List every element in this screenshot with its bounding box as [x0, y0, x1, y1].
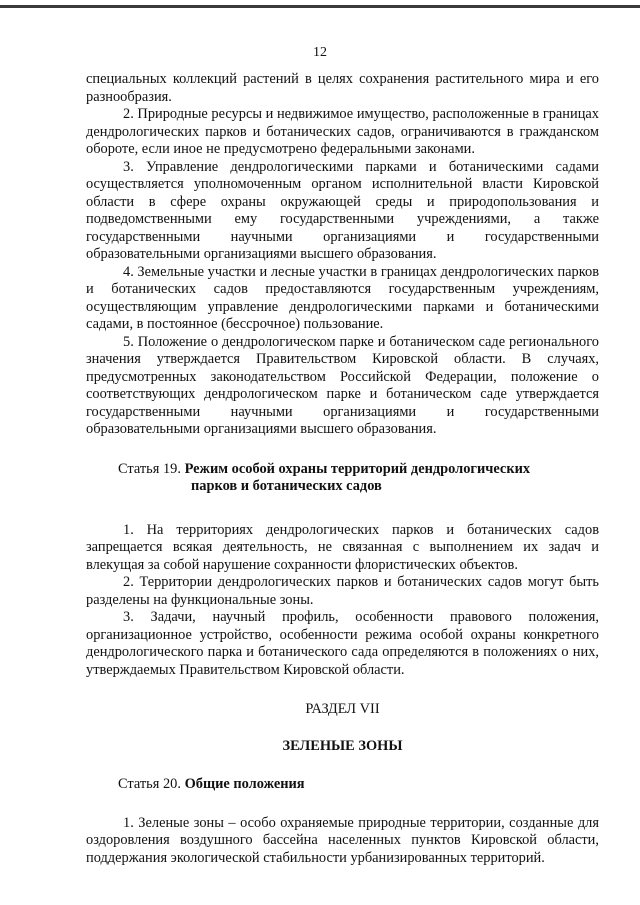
- article-20-title: Общие положения: [184, 776, 305, 792]
- article-19-prefix: Статья 19.: [118, 460, 181, 477]
- document-body: [86, 71, 599, 867]
- paragraph-continuation: специальных коллекций растений в целях сохранения растительного мира и его разнообразия.: [86, 71, 599, 105]
- article-20-paragraph-1: 1. Зеленые зоны – особо охраняемые природные территории, созданные для оздоровления воздушного бассейна населенных пунктов Кировской области, поддержания экологической стабильности урбанизированных территорий.: [86, 814, 599, 866]
- paragraph-5: 5. Положение о дендрологическом парке и ботаническом саде регионального значения утверждается Правительством Кировской области. В случаях, предусмотренных законодательством Российской Федерации, положение о соответствующих дендрологическом парке и ботаническом саде утверждается государственными научными организациями и государственными образовательными организациями высшего образования.: [86, 333, 599, 437]
- article-19-paragraph-1: 1. На территориях дендрологических парков и ботанических садов запрещается всякая деятельность, не связанная с выполнением их задач и влекущая за собой нарушение сохранности флористических объектов.: [86, 521, 599, 573]
- article-19-title-line2: парков и ботанических садов: [191, 478, 382, 494]
- article-20-heading: [86, 776, 599, 794]
- paragraph-3: 3. Управление дендрологическими парками и ботаническими садами осуществляется уполномоченным органом исполнительной власти Кировской области в сфере охраны окружающей среды и природопользования и подведомственными ему государственными учреждениями, а также государственными научными организациями и государственными образовательными организациями высшего образования.: [86, 158, 599, 262]
- section-label: РАЗДЕЛ VII: [305, 701, 380, 717]
- page-number: 12: [313, 45, 327, 60]
- article-20-prefix: Статья 20.: [118, 776, 181, 792]
- article-19-heading: [86, 461, 599, 496]
- top-border-line: [0, 5, 640, 8]
- article-19-paragraph-3: 3. Задачи, научный профиль, особенности правового положения, организационное устройство, особенности режима особой охраны конкретного дендрологического парка и ботанического сада определяются в положениях о них, утверждаемых Правительством Кировской области.: [86, 609, 599, 678]
- paragraph-4: 4. Земельные участки и лесные участки в границах дендрологических парков и ботанических садов предоставляются государственным учреждениям, осуществляющим управление дендрологическими парками и ботаническими садами, в постоянное (бессрочное) пользование.: [86, 263, 599, 332]
- section-title: ЗЕЛЕНЫЕ ЗОНЫ: [282, 737, 403, 754]
- article-19-paragraph-2: 2. Территории дендрологических парков и ботанических садов могут быть разделены на функциональные зоны.: [86, 574, 599, 608]
- paragraph-2: 2. Природные ресурсы и недвижимое имущество, расположенные в границах дендрологических парков и ботанических садов, ограничиваются в гражданском обороте, если иное не предусмотрено федеральными законами.: [86, 106, 599, 157]
- article-19-title-line1: Режим особой охраны территорий дендрологических: [184, 460, 531, 477]
